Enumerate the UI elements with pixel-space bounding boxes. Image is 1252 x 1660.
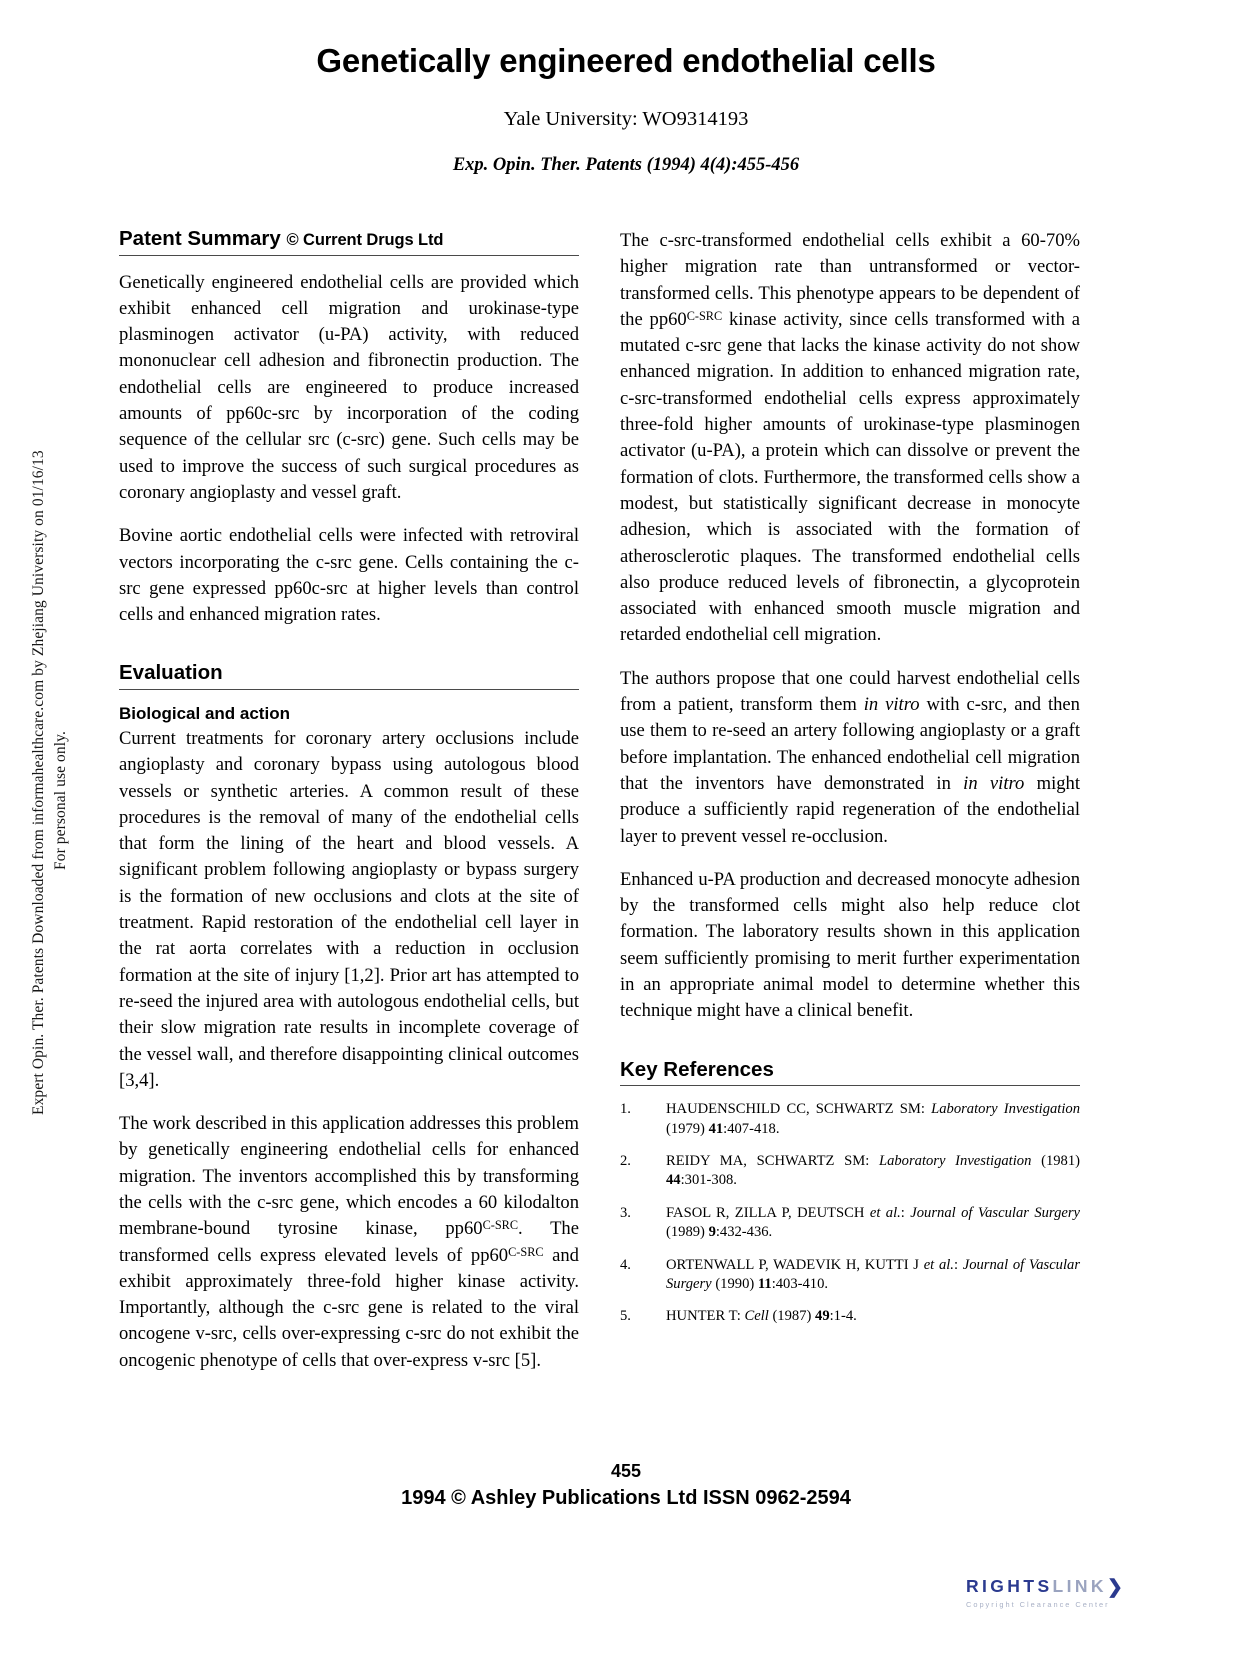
- section-heading-evaluation: Evaluation: [119, 662, 579, 690]
- right-column: [620, 228, 1080, 1340]
- right-p2-text-a: The authors propose that one could harvest endothelial cells from a patient, transform them: [620, 667, 1080, 716]
- references-list: [620, 1100, 1080, 1327]
- evaluation-paragraph-2: [119, 1111, 579, 1374]
- reference-number: 4.: [620, 1256, 631, 1273]
- reference-year: (1990): [711, 1276, 758, 1292]
- reference-number: 1.: [620, 1101, 631, 1118]
- rightslink-link-text: LINK: [1052, 1576, 1107, 1596]
- reference-text: [666, 1307, 1080, 1326]
- reference-number: 5.: [620, 1308, 631, 1325]
- left-column: [119, 228, 579, 1374]
- sidebar-watermark: [0, 0, 69, 1660]
- reference-pages: :301-308.: [680, 1172, 737, 1189]
- reference-journal: Journal of Vascular Surgery: [910, 1204, 1080, 1221]
- section-heading-patent-summary: [119, 228, 579, 256]
- right-p2-text-c: might produce a sufficiently rapid regeneration of the endothelial layer to prevent vessel re-occlusion.: [620, 772, 1081, 847]
- reference-year: (1981): [1031, 1152, 1080, 1169]
- reference-item: [620, 1152, 1080, 1191]
- subheading-biological-and-action: Biological and action: [119, 703, 290, 723]
- reference-authors: REIDY MA, SCHWARTZ SM:: [666, 1152, 879, 1169]
- reference-journal: Laboratory Investigation: [878, 1152, 1032, 1169]
- reference-authors: FASOL R, ZILLA P, DEUTSCH: [666, 1204, 870, 1221]
- publisher-line: 1994 © Ashley Publications Ltd ISSN 0962-2594: [401, 1487, 851, 1509]
- italic-in-vitro-1: in vitro: [863, 694, 920, 716]
- right-paragraph-1: [620, 228, 1080, 649]
- reference-pages: :432-436.: [715, 1224, 773, 1241]
- reference-volume: 44: [666, 1172, 681, 1189]
- rightslink-logo[interactable]: [966, 1578, 1196, 1618]
- reference-pages: :1-4.: [829, 1308, 857, 1325]
- journal-citation: Exp. Opin. Ther. Patents (1994) 4(4):455-456: [452, 155, 800, 175]
- summary-paragraph-1: Genetically engineered endothelial cells are provided which exhibit enhanced cell migration and urokinase-type plasminogen activator (u-PA) activity, with reduced mononuclear cell adhesion and fibronectin production. The endothelial cells are engineered to produce increased amounts of pp60c-src by incorporation of the coding sequence of the cellular src (c-src) gene. Such cells may be used to improve the success of such surgical procedures as coronary angioplasty and vessel graft.: [119, 271, 579, 503]
- sidebar-personal-use-notice: For personal use only.: [52, 731, 69, 870]
- italic-in-vitro-2: in vitro: [963, 772, 1025, 794]
- reference-pages: :407-418.: [723, 1120, 780, 1137]
- right-p1-text-a: The c-src-transformed endothelial cells exhibit a 60-70% higher migration rate than untransformed or vector-transformed cells. This phenotype appears to be dependent of the pp60: [620, 230, 1080, 330]
- reference-number: 3.: [620, 1204, 631, 1221]
- patent-summary-label: Patent Summary: [119, 227, 281, 250]
- reference-item: [620, 1204, 1080, 1243]
- reference-journal: Cell: [744, 1308, 769, 1325]
- reference-authors-tail: :: [953, 1256, 963, 1273]
- superscript-csrc-3: C-SRC: [686, 308, 723, 323]
- reference-year: (1979): [666, 1120, 709, 1137]
- reference-item: [620, 1100, 1080, 1139]
- reference-text: [666, 1256, 1080, 1295]
- summary-paragraph-2: Bovine aortic endothelial cells were infected with retroviral vectors incorporating the c-src gene. Cells containing the c-src gene expressed pp60c-src at higher levels than control cells and enhanced migration rates.: [119, 525, 579, 626]
- reference-journal: Journal of Vascular Surgery: [666, 1256, 1081, 1292]
- right-p2-text-b: with c-src, and then use them to re-seed an artery following angioplasty or a graft before implantation. The enhanced endothelial cell migration that the inventors have demonstrated in: [620, 694, 1080, 794]
- reference-text: [666, 1204, 1080, 1243]
- reference-etal: et al.: [869, 1204, 901, 1221]
- patent-summary-copyright: © Current Drugs Ltd: [286, 231, 444, 249]
- reference-volume: 9: [708, 1224, 716, 1241]
- evaluation-p2-text-c: and exhibit approximately three-fold higher kinase activity. Importantly, although the c-src gene is related to the viral oncogene v-src, cells over-expressing c-src do not exhibit the oncogenic phenotype of cells that over-express v-src [5].: [119, 1244, 579, 1371]
- assignee-and-patent-number: Yale University: WO9314193: [503, 108, 749, 130]
- reference-item: [620, 1256, 1080, 1295]
- rightslink-rights-text: RIGHTS: [966, 1576, 1053, 1596]
- reference-volume: 49: [815, 1308, 830, 1325]
- reference-year: (1987): [768, 1308, 816, 1325]
- rightslink-wordmark: [966, 1578, 1196, 1597]
- right-paragraph-2: [620, 666, 1080, 850]
- section-heading-key-references: Key References: [620, 1059, 1080, 1087]
- reference-item: [620, 1307, 1080, 1326]
- superscript-csrc-1: C-SRC: [482, 1218, 519, 1233]
- reference-etal: et al.: [923, 1256, 954, 1273]
- right-paragraph-3: Enhanced u-PA production and decreased monocyte adhesion by the transformed cells might also help reduce clot formation. The laboratory results shown in this application seem sufficiently promising to merit further experimentation in an appropriate animal model to determine whether this technique might have a clinical benefit.: [620, 868, 1080, 1022]
- sidebar-download-notice: Expert Opin. Ther. Patents Downloaded from informahealthcare.com by Zhejiang University on 01/16/13: [30, 450, 47, 1115]
- reference-volume: 41: [708, 1120, 724, 1137]
- reference-pages: :403-410.: [771, 1276, 829, 1292]
- evaluation-paragraph-1: Current treatments for coronary artery occlusions include angioplasty and coronary bypass using autologous blood vessels or synthetic arteries. A common result of these procedures is the removal of many of the endothelial cells that form the lining of the heart and blood vessels. A significant problem following angioplasty or bypass surgery is the formation of new occlusions and clots at the site of treatment. Rapid restoration of the endothelial cell layer in the rat aorta correlates with a reduction in occlusion formation at the site of injury [1,2]. Prior art has attempted to re-seed the injured area with autologous endothelial cells, but their slow migration rate results in incomplete coverage of the vessel wall, and therefore disappointing clinical outcomes [3,4].: [119, 727, 579, 1091]
- right-p1-text-b: kinase activity, since cells transformed with a mutated c-src gene that lacks the kinase activity do not show enhanced migration. In addition to enhanced migration rate, c-src-transformed endothelial cells express approximately three-fold higher amounts of urokinase-type plasminogen activator (u-PA), a protein which can dissolve or prevent the formation of clots. Furthermore, the transformed cells show a modest, but statistically significant decrease in monocyte adhesion, which is associated with the formation of atherosclerotic plaques. The transformed endothelial cells also produce reduced levels of fibronectin, a glycoprotein associated with enhanced smooth muscle migration and retarded endothelial cell migration.: [620, 308, 1080, 646]
- reference-authors: ORTENWALL P, WADEVIK H, KUTTI J: [666, 1256, 924, 1273]
- evaluation-p2-text-b: . The transformed cells express elevated levels of pp60: [119, 1218, 579, 1266]
- chevron-right-icon: ❯: [1106, 1577, 1123, 1598]
- reference-authors: HAUDENSCHILD CC, SCHWARTZ SM:: [666, 1101, 932, 1118]
- reference-text: [666, 1152, 1080, 1191]
- reference-journal: Laboratory Investigation: [931, 1101, 1080, 1118]
- superscript-csrc-2: C-SRC: [508, 1244, 544, 1259]
- page-number: 455: [610, 1461, 642, 1481]
- reference-year: (1989): [666, 1224, 709, 1241]
- reference-text: [666, 1100, 1080, 1139]
- page-title: Genetically engineered endothelial cells: [316, 42, 936, 79]
- reference-volume: 11: [757, 1276, 772, 1292]
- reference-number: 2.: [620, 1152, 631, 1169]
- rightslink-subtitle: Copyright Clearance Center: [966, 1600, 1110, 1609]
- reference-authors-tail: :: [900, 1204, 911, 1221]
- evaluation-p2-text-a: The work described in this application addresses this problem by genetically engineering endothelial cells for enhanced migration. The inventors accomplished this by transforming the cells with the c-src gene, which encodes a 60 kilodalton membrane-bound tyrosine kinase, pp60: [119, 1113, 579, 1240]
- reference-authors: HUNTER T:: [666, 1308, 745, 1325]
